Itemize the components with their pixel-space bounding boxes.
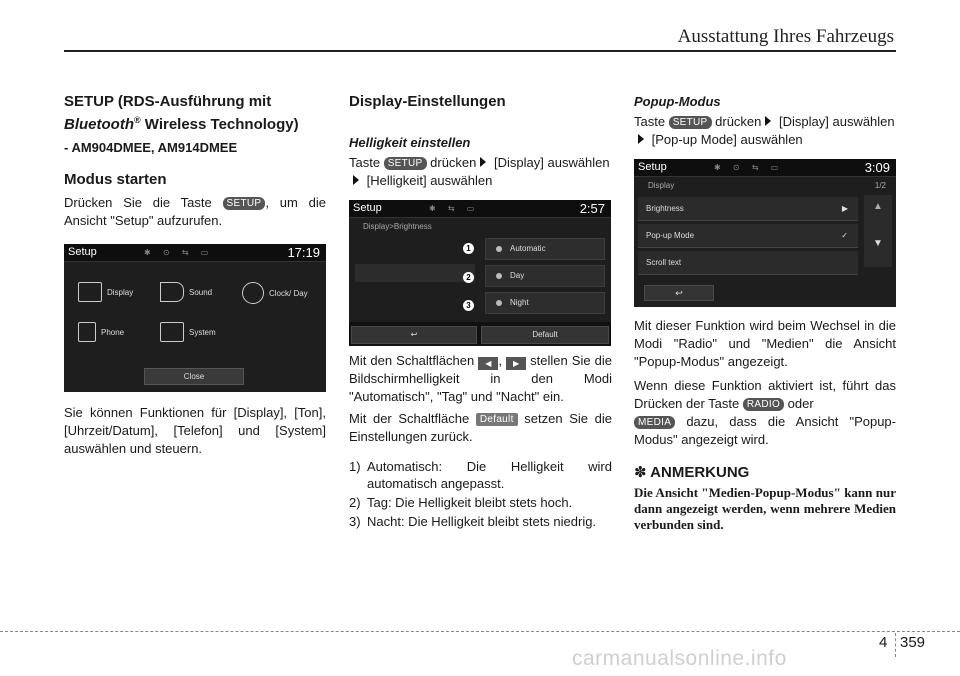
speaker-icon (160, 282, 184, 302)
option-automatic: Automatic (485, 238, 605, 260)
model-codes: - AM904DMEE, AM914DMEE (64, 140, 238, 155)
note-body: Die Ansicht "Medien-Popup-Modus" kann nur dann angezeigt werden, wenn mehrere Medien verbunden sind. (634, 485, 896, 532)
footer-rule (0, 631, 960, 632)
option-night: Night (485, 292, 605, 314)
breadcrumb: Display>Brightness (363, 222, 432, 231)
popup-mode-screenshot: Setup ✱ ⊙ ⇆ ▭ 3:09 Display 1/2 Brightness ▶ Pop-up Mode ✓ Scroll text ▲ ▼ ↩ (634, 159, 896, 307)
page-indicator: 1/2 (874, 181, 886, 190)
callout-2: 2 (463, 272, 474, 283)
section-title: SETUP (RDS-Ausführung mit Bluetooth® Wireless Technology) (64, 93, 299, 133)
radio-key: RADIO (743, 398, 784, 411)
status-icons: ✱ ⇆ ▭ (429, 204, 480, 213)
menu-item-clock: Clock/ Day (242, 282, 309, 304)
paragraph-popup-info: Mit dieser Funktion wird beim Wechsel in die Modi "Radio" und "Medien" die Ansicht "Popup-Modus" angezeigt. (634, 318, 896, 369)
clock-readout: 17:19 (287, 245, 320, 260)
setup-key: SETUP (384, 157, 427, 170)
setup-key: SETUP (669, 116, 712, 129)
display-icon (78, 282, 102, 302)
chevron-right-icon: ▶ (841, 204, 848, 213)
system-icon (160, 322, 184, 342)
right-arrow-key: ▶ (506, 357, 526, 370)
setup-menu-screenshot: Setup ✱ ⊙ ⇆ ▭ 17:19 Display Sound Clock/ Day Phone System Close (64, 244, 326, 392)
paragraph-default: Mit der Schaltfläche Default setzen Sie die Einstellungen zurück. (349, 411, 613, 444)
subheading-popup-modus: Popup-Modus (634, 94, 721, 109)
default-key: Default (476, 413, 518, 426)
subheading-helligkeit: Helligkeit einstellen (349, 135, 471, 150)
paragraph-helligkeit-steps: Taste SETUP drücken [Display] auswählen [Helligkeit] auswählen (349, 155, 610, 188)
column-popup (634, 92, 896, 533)
back-button: ↩ (351, 326, 477, 344)
menu-item-system: System (160, 322, 216, 342)
arrow-right-icon (638, 134, 644, 144)
menu-item-display: Display (78, 282, 133, 302)
list-item: 2) Tag: Die Helligkeit bleibt stets hoch. (349, 495, 573, 510)
menu-item-phone: Phone (78, 322, 124, 342)
scroll-up-icon: ▲ (873, 201, 883, 212)
check-icon: ✓ (841, 231, 848, 240)
note-heading: ✽ ANMERKUNG (634, 464, 750, 481)
scroll-bar (864, 195, 892, 267)
clock-readout: 3:09 (864, 160, 890, 175)
close-button: Close (144, 368, 244, 385)
mode-list (349, 458, 612, 530)
chapter-number: 4 (879, 634, 888, 651)
brightness-screenshot: Setup ✱ ⇆ ▭ 2:57 Display>Brightness Automatic Day Night 1 2 3 ↩ Default (349, 200, 611, 346)
column-display (349, 92, 612, 532)
heading-display-einstellungen: Display-Einstellungen (349, 93, 506, 110)
row-scroll-text: Scroll text (638, 251, 858, 275)
status-icons: ✱ ⊙ ⇆ ▭ (144, 248, 214, 257)
page-number: 359 (900, 634, 926, 651)
breadcrumb: Display (648, 181, 675, 190)
left-arrow-key: ◀ (478, 357, 498, 370)
column-setup (64, 92, 326, 458)
arrow-right-icon (480, 157, 486, 167)
paragraph-start: Drücken Sie die Taste SETUP , um die Ansicht "Setup" aufzurufen. (64, 195, 326, 228)
list-item: 1) Automatisch: Die Helligkeit wird automatisch angepasst. (349, 459, 612, 491)
option-day: Day (485, 265, 605, 287)
arrow-right-icon (353, 175, 359, 185)
clock-readout: 2:57 (579, 201, 605, 216)
running-header: Ausstattung Ihres Fahrzeugs (677, 26, 894, 47)
status-bar (349, 200, 611, 218)
callout-3: 3 (463, 300, 474, 311)
page-separator (895, 633, 896, 657)
row-brightness: Brightness ▶ (638, 197, 858, 221)
list-item: 3) Nacht: Die Helligkeit bleibt stets niedrig. (349, 514, 597, 529)
status-icons: ✱ ⊙ ⇆ ▭ (714, 163, 784, 172)
back-button: ↩ (644, 285, 714, 301)
brightness-slider (355, 264, 475, 282)
default-button: Default (481, 326, 609, 344)
scroll-down-icon: ▼ (873, 238, 883, 249)
paragraph-popup-steps: Taste SETUP drücken [Display] auswählen [Pop-up Mode] auswählen (634, 114, 895, 147)
arrow-right-icon (765, 116, 771, 126)
media-key: MEDIA (634, 416, 675, 429)
paragraph-arrows: Mit den Schaltflächen ◀ , ▶ stellen Sie die Bildschirmhelligkeit in den Modi "Automatisch", "Tag" und "Nacht" ein. (349, 353, 612, 404)
paragraph-functions: Sie können Funktionen für [Display], [Ton], [Uhrzeit/Datum], [Telefon] und [System] auswählen und steuern. (64, 405, 326, 456)
menu-item-sound: Sound (160, 282, 212, 302)
setup-key: SETUP (223, 197, 266, 210)
header-rule (64, 50, 896, 52)
heading-modus-starten: Modus starten (64, 171, 167, 188)
watermark: carmanualsonline.info (572, 647, 787, 670)
callout-1: 1 (463, 243, 474, 254)
row-popup-mode: Pop-up Mode ✓ (638, 224, 858, 248)
paragraph-popup-keys: Wenn diese Funktion aktiviert ist, führt das Drücken der Taste RADIO oder MEDIA dazu, dass die Ansicht "Popup-Modus" angezeigt wird. (634, 378, 896, 447)
phone-icon (78, 322, 96, 342)
clock-icon (242, 282, 264, 304)
